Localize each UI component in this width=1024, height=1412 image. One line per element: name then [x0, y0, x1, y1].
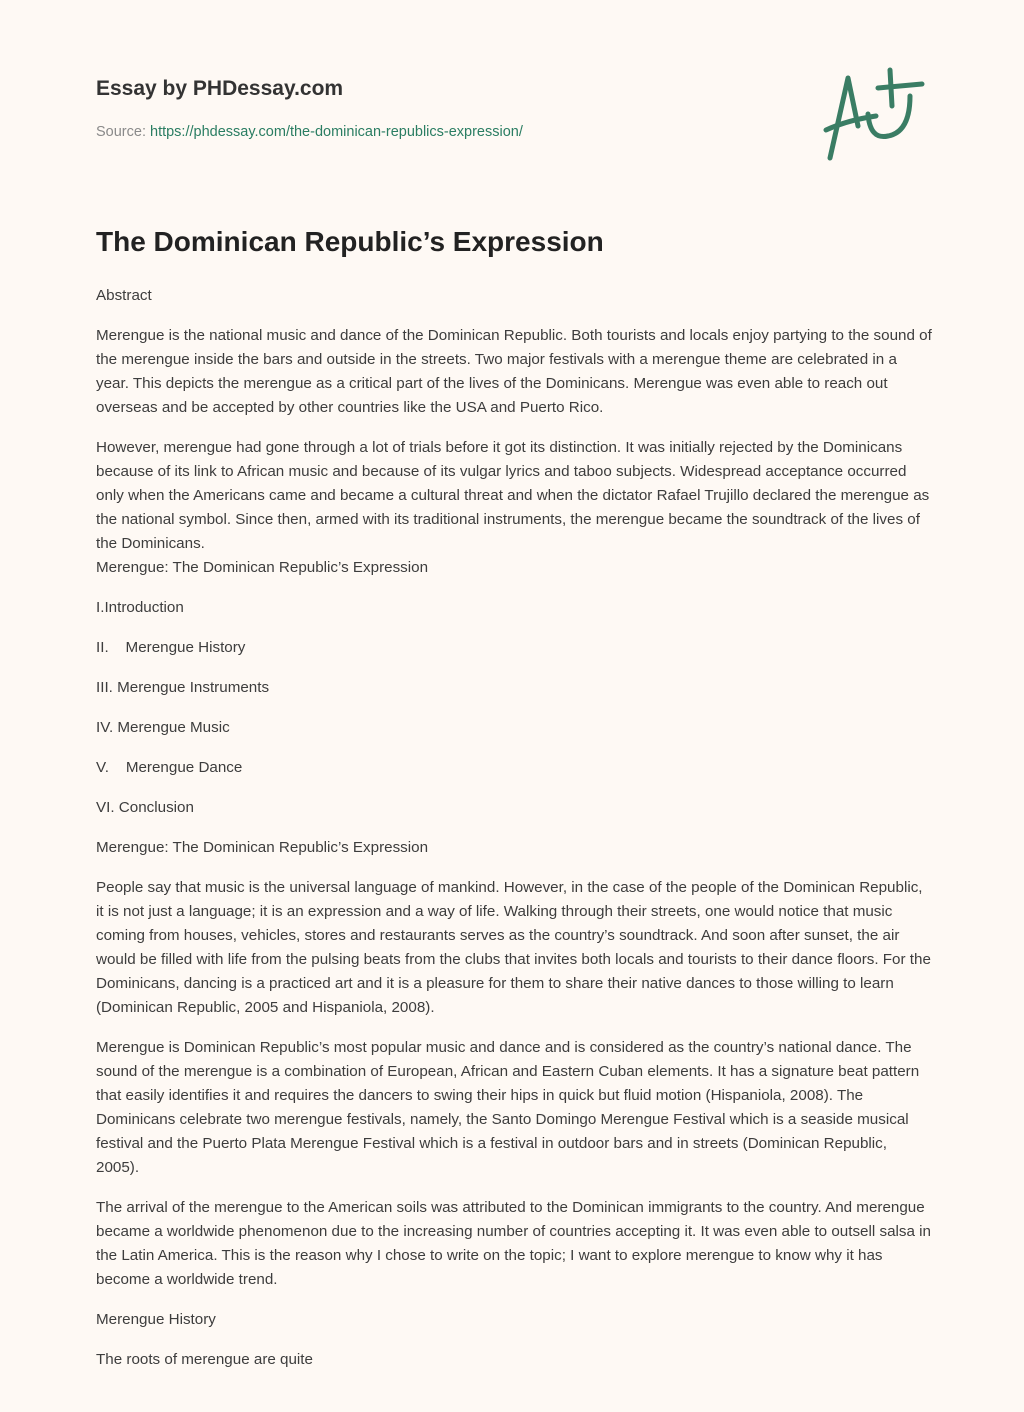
outline-item: IV. Merengue Music [96, 719, 230, 736]
section-heading: Merengue: The Dominican Republic’s Expression [96, 839, 429, 856]
paragraph: Merengue is the national music and dance of the Dominican Republic. Both tourists and locals enjoy partying to the sound of the merengue inside the bars and outside in the streets. Two major festivals with a merengue theme are celebrated in a year. This depicts the merengue as a critical part of the lives of the Dominicans. Merengue was even able to reach out overseas and be accepted by other countries like the USA and Puerto Rico. [96, 327, 932, 416]
paragraph: However, merengue had gone through a lot of trials before it got its distinction. It was initially rejected by the Dominicans because of its link to African music and because of its vulgar lyrics and taboo subjects. Widespread acceptance occurred only when the Americans came and became a cultural threat and when the dictator Rafael Trujillo declared the merengue as the national symbol. Since then, armed with its traditional instruments, the merengue became the soundtrack of the lives of the Dominicans. [96, 439, 930, 552]
paragraph-abstract-heading: Abstract [96, 287, 152, 304]
paragraph: Merengue is Dominican Republic’s most popular music and dance and is considered as the country’s national dance. The sound of the merengue is a combination of European, African and Eastern Cuban elements. It has a signature beat pattern that easily identifies it and requires the dancers to swing their hips in quick but fluid motion (Hispaniola, 2008). The Dominicans celebrate two merengue festivals, namely, the Santo Domingo Merengue Festival which is a seaside musical festival and the Puerto Plata Merengue Festival which is a festival in outdoor bars and in streets (Dominican Republic, 2005). [96, 1039, 920, 1176]
essay-title: The Dominican Republic’s Expression [96, 226, 604, 257]
source-label: Source: [96, 124, 150, 140]
outline-item: VI. Conclusion [96, 799, 194, 816]
outline-heading: Merengue: The Dominican Republic’s Expression [96, 559, 429, 576]
paragraph: The arrival of the merengue to the American soils was attributed to the Dominican immigrants to the country. And merengue became a worldwide phenomenon due to the increasing number of countries accepting it. It was even able to outsell salsa in the Latin America. This is the reason why I chose to write on the topic; I want to explore merengue to know why it has become a worldwide trend. [96, 1199, 931, 1288]
outline-item: I.Introduction [96, 599, 184, 616]
source-link[interactable]: https://phdessay.com/the-dominican-republics-expression/ [150, 124, 523, 140]
a-plus-logo-icon [818, 66, 928, 166]
paragraph: People say that music is the universal language of mankind. However, in the case of the people of the Dominican Republic, it is not just a language; it is an expression and a way of life. Walking through their streets, one would notice that music coming from houses, vehicles, stores and restaurants serves as the country’s soundtrack. And soon after sunset, the air would be filled with life from the pulsing beats from the clubs that invites both locals and tourists to their dance floors. For the Dominicans, dancing is a practiced art and it is a pleasure for them to share their native dances to those willing to learn (Dominican Republic, 2005 and Hispaniola, 2008). [96, 879, 931, 1016]
outline-item: V. Merengue Dance [96, 759, 243, 776]
site-brand: Essay by PHDessay.com [96, 77, 344, 100]
section-heading: Merengue History [96, 1311, 216, 1328]
source-line [96, 124, 523, 140]
paragraph: The roots of merengue are quite [96, 1351, 313, 1368]
outline-item: III. Merengue Instruments [96, 679, 270, 696]
essay-body [96, 284, 932, 1388]
outline-item: II. Merengue History [96, 639, 246, 656]
